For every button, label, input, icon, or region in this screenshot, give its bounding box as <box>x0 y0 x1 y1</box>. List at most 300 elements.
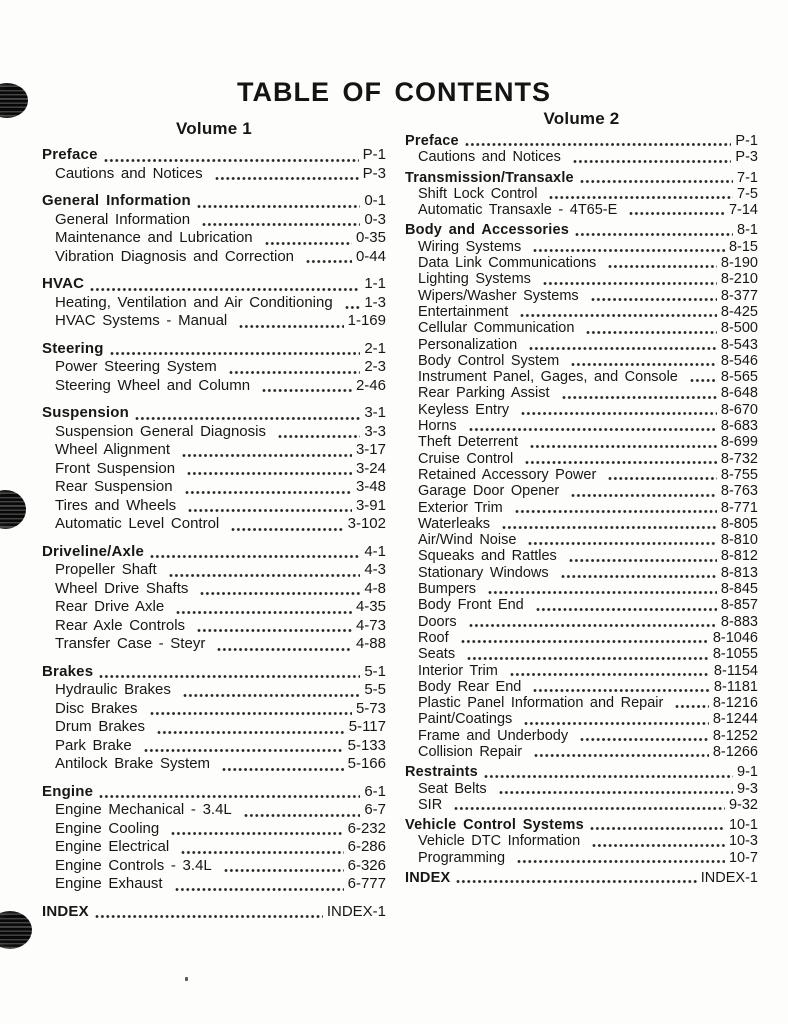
toc-entry-row <box>42 718 386 737</box>
entry-title: Plastic Panel Information and Repair <box>418 695 664 712</box>
toc-section <box>42 146 386 183</box>
dot-leader <box>222 767 344 772</box>
dot-leader <box>461 639 709 644</box>
entry-page-number: 2-3 <box>364 358 386 375</box>
entry-page-number: 8-1252 <box>712 727 758 744</box>
entry-title: Stationary Windows <box>418 564 549 581</box>
dot-leader <box>488 590 717 595</box>
toc-entry-row <box>42 358 386 377</box>
toc-entry-row <box>405 695 758 711</box>
toc-entry-row <box>405 418 758 434</box>
toc-entry-row <box>405 304 758 320</box>
entry-page-number: 7-5 <box>737 185 758 202</box>
entry-title: Interior Trim <box>418 662 498 679</box>
toc-section-heading-row <box>42 404 386 423</box>
entry-page-number: 3-1 <box>364 404 386 421</box>
entry-page-number: 8-210 <box>720 271 758 288</box>
toc-section-heading-row <box>405 222 758 238</box>
toc-entry-row <box>405 369 758 385</box>
toc-entry-row <box>42 635 386 654</box>
entry-title: Cautions and Notices <box>55 164 203 182</box>
dot-leader <box>202 222 360 227</box>
dot-leader <box>569 558 717 563</box>
entry-title: General Information <box>42 192 191 209</box>
toc-entry-row <box>42 497 386 516</box>
dot-leader <box>104 158 359 163</box>
entry-page-number: 8-813 <box>720 564 758 581</box>
dot-leader <box>525 460 717 465</box>
toc-entry-row <box>42 561 386 580</box>
toc-section <box>405 764 758 813</box>
dot-leader <box>182 453 352 458</box>
dot-leader <box>573 159 732 164</box>
entry-title: Steering <box>42 339 104 357</box>
volume-1-column <box>42 106 386 921</box>
volume-2-heading: Volume 2 <box>543 109 620 128</box>
volume-1-heading: Volume 1 <box>176 119 252 138</box>
entry-title: Front Suspension <box>55 459 176 477</box>
toc-entry-row <box>405 646 758 662</box>
volume-1-entries <box>42 146 386 921</box>
entry-title: Suspension <box>42 404 130 421</box>
dot-leader <box>171 831 343 836</box>
entry-title: Theft Deterrent <box>418 434 519 451</box>
entry-page-number: 6-286 <box>347 838 386 855</box>
entry-title: Shift Lock Control <box>418 185 538 202</box>
entry-page-number: 0-35 <box>355 229 386 246</box>
dot-leader <box>306 259 352 264</box>
entry-title: INDEX <box>42 902 89 920</box>
dot-leader <box>169 573 361 578</box>
entry-page-number: P-3 <box>362 164 386 182</box>
toc-entry-row <box>42 617 386 636</box>
entry-page-number: 8-732 <box>720 450 758 467</box>
dot-leader <box>592 843 725 848</box>
entry-page-number: 8-546 <box>720 352 758 369</box>
dot-leader <box>543 281 717 286</box>
entry-title: Data Link Communications <box>418 255 597 272</box>
dot-leader <box>99 674 360 679</box>
entry-title: Power Steering System <box>55 358 217 375</box>
toc-section <box>405 870 758 886</box>
toc-entry-row <box>42 229 386 248</box>
entry-page-number: 4-8 <box>364 579 386 597</box>
entry-page-number: 5-117 <box>348 718 386 735</box>
dot-leader <box>520 313 717 318</box>
toc-entry-row <box>405 434 758 450</box>
entry-title: Automatic Transaxle - 4T65-E <box>418 202 618 219</box>
dot-leader <box>188 508 352 513</box>
entry-title: HVAC <box>42 275 85 292</box>
entry-title: Propeller Shaft <box>55 561 157 578</box>
entry-page-number: 8-810 <box>720 532 758 549</box>
dot-leader <box>510 672 710 677</box>
entry-title: Vibration Diagnosis and Correction <box>55 247 295 265</box>
dot-leader <box>469 427 717 432</box>
toc-entry-row <box>42 248 386 267</box>
toc-section <box>42 275 386 331</box>
toc-entry-row <box>42 857 386 876</box>
entry-page-number: 3-91 <box>355 496 386 514</box>
dot-leader <box>95 914 323 919</box>
toc-entry-row <box>42 441 386 460</box>
entry-page-number: 4-1 <box>364 542 386 560</box>
entry-page-number: 4-73 <box>355 616 386 634</box>
dot-leader <box>534 753 709 758</box>
entry-page-number: 8-699 <box>720 434 758 451</box>
dot-leader <box>200 591 360 596</box>
entry-title: Preface <box>42 146 98 163</box>
entry-title: Engine Exhaust <box>55 875 163 892</box>
toc-section-heading-row <box>405 764 758 780</box>
entry-title: SIR <box>418 796 443 813</box>
entry-page-number: 4-3 <box>364 561 386 578</box>
entry-title: Cellular Communication <box>418 320 575 337</box>
toc-entry-row <box>405 451 758 467</box>
entry-page-number: 0-1 <box>364 192 386 209</box>
toc-entry-row <box>405 614 758 630</box>
toc-entry-row <box>405 565 758 581</box>
entry-title: Rear Drive Axle <box>55 598 165 615</box>
entry-title: Cautions and Notices <box>418 149 561 166</box>
entry-title: Rear Axle Controls <box>55 616 186 634</box>
toc-section-heading-row <box>405 817 758 833</box>
dot-leader <box>571 493 717 498</box>
entry-title: Body and Accessories <box>405 222 569 239</box>
entry-page-number: 8-1244 <box>712 711 758 728</box>
toc-section <box>405 170 758 219</box>
toc-entry-row <box>405 271 758 287</box>
dot-leader <box>575 232 733 237</box>
entry-title: Hydraulic Brakes <box>55 681 171 698</box>
dot-leader <box>99 794 360 799</box>
dot-leader <box>608 476 717 481</box>
entry-page-number: 0-3 <box>364 210 386 228</box>
entry-title: Restraints <box>405 764 478 781</box>
toc-section-heading-row <box>42 903 386 922</box>
entry-title: Disc Brakes <box>55 699 138 717</box>
entry-page-number: 8-1055 <box>712 646 758 663</box>
dot-leader <box>224 868 344 873</box>
entry-title: General Information <box>55 210 191 228</box>
entry-title: Horns <box>418 418 457 435</box>
toc-section-heading-row <box>42 340 386 359</box>
toc-entry-row <box>42 478 386 497</box>
entry-title: Collision Repair <box>418 743 523 760</box>
toc-entry-row <box>405 781 758 797</box>
entry-page-number: 9-1 <box>737 764 758 781</box>
dot-leader <box>590 826 725 831</box>
toc-section <box>42 663 386 774</box>
dot-leader <box>690 378 717 383</box>
entry-page-number: 8-755 <box>720 466 758 483</box>
dot-leader <box>580 737 709 742</box>
dot-leader <box>467 656 709 661</box>
dot-leader <box>231 527 343 532</box>
entry-title: Cruise Control <box>418 450 514 467</box>
dot-leader <box>244 813 361 818</box>
entry-title: Garage Door Opener <box>418 483 560 500</box>
toc-entry-row <box>405 833 758 849</box>
toc-entry-row <box>405 402 758 418</box>
dot-leader <box>229 370 361 375</box>
entry-page-number: 8-683 <box>720 418 758 435</box>
toc-entry-row <box>405 532 758 548</box>
entry-page-number: 9-32 <box>728 796 758 813</box>
entry-title: Roof <box>418 629 449 646</box>
entry-title: Maintenance and Lubrication <box>55 229 253 246</box>
entry-page-number: 8-812 <box>720 548 758 565</box>
dot-leader <box>454 806 725 811</box>
dot-leader <box>515 509 717 514</box>
toc-entry-row <box>405 663 758 679</box>
entry-page-number: 8-1266 <box>712 743 758 760</box>
dot-leader <box>197 628 352 633</box>
dot-leader <box>561 574 717 579</box>
toc-entry-row <box>405 149 758 165</box>
dot-leader <box>469 623 717 628</box>
dot-leader <box>278 434 360 439</box>
entry-page-number: 8-565 <box>720 369 758 386</box>
entry-title: Drum Brakes <box>55 718 146 735</box>
toc-entry-row <box>405 516 758 532</box>
entry-title: Instrument Panel, Gages, and Console <box>418 369 678 386</box>
toc-entry-row <box>405 850 758 866</box>
dot-leader <box>499 790 733 795</box>
entry-page-number: P-1 <box>735 133 758 149</box>
entry-page-number: P-1 <box>362 146 386 163</box>
entry-page-number: 7-1 <box>737 169 758 186</box>
dot-leader <box>150 711 352 716</box>
entry-page-number: 8-1046 <box>712 629 758 646</box>
dot-leader <box>529 346 717 351</box>
dot-leader <box>176 610 352 615</box>
entry-title: Programming <box>418 849 506 866</box>
entry-title: Preface <box>405 133 459 149</box>
entry-page-number: 5-133 <box>347 736 386 754</box>
entry-page-number: 4-35 <box>355 598 386 615</box>
toc-section-heading-row <box>42 663 386 682</box>
toc-entry-row <box>405 186 758 202</box>
entry-title: INDEX <box>405 870 451 887</box>
entry-page-number: INDEX-1 <box>700 870 758 887</box>
dot-leader <box>197 204 360 209</box>
entry-title: HVAC Systems - Manual <box>55 312 228 329</box>
entry-title: Suspension General Diagnosis <box>55 422 266 440</box>
entry-page-number: 8-763 <box>720 483 758 500</box>
entry-page-number: 6-326 <box>347 856 386 874</box>
entry-title: Frame and Underbody <box>418 727 569 744</box>
toc-section <box>405 133 758 166</box>
entry-title: Heating, Ventilation and Air Conditioning <box>55 293 333 311</box>
entry-title: Wheel Alignment <box>55 441 171 458</box>
entry-page-number: 3-17 <box>355 441 386 458</box>
toc-entry-row <box>42 755 386 774</box>
entry-title: Engine Mechanical - 3.4L <box>55 801 232 818</box>
entry-title: Waterleaks <box>418 515 490 532</box>
toc-columns <box>0 106 788 921</box>
toc-section-heading-row <box>405 870 758 886</box>
dot-leader <box>262 388 352 393</box>
toc-section <box>42 404 386 534</box>
entry-title: Doors <box>418 613 457 630</box>
entry-title: Wheel Drive Shafts <box>55 579 189 597</box>
dot-leader <box>175 887 344 892</box>
entry-page-number: 8-543 <box>720 336 758 353</box>
dot-leader <box>215 176 359 181</box>
entry-page-number: 6-1 <box>364 782 386 800</box>
dot-leader <box>265 241 352 246</box>
toc-entry-row <box>405 711 758 727</box>
entry-title: Paint/Coatings <box>418 711 513 728</box>
entry-page-number: 8-15 <box>728 238 758 255</box>
toc-entry-row <box>42 211 386 230</box>
entry-title: Entertainment <box>418 303 509 320</box>
toc-section <box>42 783 386 894</box>
toc-section-heading-row <box>405 170 758 186</box>
entry-page-number: 10-3 <box>728 833 758 850</box>
entry-page-number: 3-102 <box>347 515 386 532</box>
entry-page-number: 8-648 <box>720 385 758 402</box>
entry-title: Steering Wheel and Column <box>55 376 251 394</box>
dot-leader <box>528 541 717 546</box>
toc-entry-row <box>42 737 386 756</box>
page-title: TABLE OF CONTENTS <box>237 77 551 107</box>
toc-entry-row <box>405 744 758 760</box>
entry-title: Air/Wind Noise <box>418 532 517 549</box>
entry-title: Exterior Trim <box>418 499 503 516</box>
dot-leader <box>591 297 717 302</box>
dot-leader <box>150 554 360 559</box>
entry-page-number: 4-88 <box>355 635 386 652</box>
entry-page-number: INDEX-1 <box>326 902 386 920</box>
toc-entry-row <box>42 801 386 820</box>
entry-page-number: 2-1 <box>364 339 386 357</box>
toc-section-heading-row <box>405 133 758 149</box>
entry-page-number: 8-805 <box>720 515 758 532</box>
toc-entry-row <box>405 337 758 353</box>
entry-page-number: 8-1181 <box>713 678 758 695</box>
entry-page-number: 8-425 <box>720 303 758 320</box>
toc-entry-row <box>405 679 758 695</box>
toc-entry-row <box>42 165 386 184</box>
entry-page-number: 5-5 <box>364 681 386 698</box>
entry-page-number: P-3 <box>735 149 758 166</box>
dot-leader <box>144 748 344 753</box>
dot-leader <box>562 395 717 400</box>
entry-title: Body Front End <box>418 597 524 614</box>
entry-title: Engine <box>42 782 94 800</box>
entry-title: Seats <box>418 646 456 663</box>
toc-section <box>405 222 758 760</box>
volume-2-column <box>405 106 758 886</box>
entry-page-number: 8-771 <box>720 499 758 516</box>
entry-title: Transmission/Transaxle <box>405 169 574 186</box>
entry-page-number: 1-1 <box>364 275 386 292</box>
entry-page-number: 8-190 <box>720 255 758 272</box>
entry-title: Antilock Brake System <box>55 755 211 772</box>
entry-page-number: 7-14 <box>728 202 758 219</box>
volume-2-entries <box>405 133 758 886</box>
entry-title: Keyless Entry <box>418 401 510 418</box>
entry-title: Driveline/Axle <box>42 542 145 560</box>
toc-entry-row <box>42 820 386 839</box>
entry-page-number: 5-73 <box>355 699 386 717</box>
entry-page-number: 3-48 <box>355 478 386 495</box>
entry-title: Lighting Systems <box>418 271 531 288</box>
toc-entry-row <box>405 581 758 597</box>
dot-leader <box>502 525 717 530</box>
entry-page-number: 8-1154 <box>713 662 758 679</box>
entry-page-number: 8-670 <box>720 401 758 418</box>
entry-title: Tires and Wheels <box>55 496 177 514</box>
toc-entry-row <box>42 875 386 894</box>
entry-page-number: 3-24 <box>355 459 386 477</box>
entry-page-number: 8-1 <box>737 222 758 239</box>
entry-title: Engine Electrical <box>55 838 170 855</box>
dot-leader <box>586 330 716 335</box>
dot-leader <box>533 688 710 693</box>
entry-page-number: 8-1216 <box>712 695 758 712</box>
entry-title: Personalization <box>418 336 518 353</box>
dot-leader <box>629 211 725 216</box>
entry-title: Park Brake <box>55 736 132 754</box>
entry-title: Retained Accessory Power <box>418 466 597 483</box>
entry-title: Bumpers <box>418 581 477 598</box>
toc-entry-row <box>405 239 758 255</box>
dot-leader <box>521 411 717 416</box>
toc-entry-row <box>42 294 386 313</box>
dot-leader <box>181 850 343 855</box>
toc-entry-row <box>405 728 758 744</box>
entry-title: Brakes <box>42 662 94 680</box>
dot-leader <box>580 179 733 184</box>
entry-page-number: 10-7 <box>728 849 758 866</box>
toc-entry-row <box>405 597 758 613</box>
entry-title: Squeaks and Rattles <box>418 548 557 565</box>
entry-title: Engine Controls - 3.4L <box>55 856 212 874</box>
entry-page-number: 6-777 <box>347 875 386 892</box>
toc-section-heading-row <box>42 543 386 562</box>
entry-page-number: 8-500 <box>720 320 758 337</box>
entry-title: Wipers/Washer Systems <box>418 287 579 304</box>
entry-title: Wiring Systems <box>418 238 522 255</box>
dot-leader <box>517 859 725 864</box>
entry-page-number: 6-232 <box>347 819 386 837</box>
dot-leader <box>90 287 360 292</box>
scan-speck-artifact <box>185 977 188 981</box>
entry-page-number: 8-377 <box>720 287 758 304</box>
dot-leader <box>608 264 717 269</box>
toc-section-heading-row <box>42 275 386 294</box>
toc-entry-row <box>42 312 386 331</box>
dot-leader <box>571 362 717 367</box>
entry-title: Engine Cooling <box>55 819 160 837</box>
toc-section <box>42 543 386 654</box>
entry-title: Seat Belts <box>418 780 487 797</box>
toc-entry-row <box>42 377 386 396</box>
toc-entry-row <box>405 255 758 271</box>
toc-section <box>405 817 758 866</box>
entry-title: Rear Suspension <box>55 478 173 495</box>
dot-leader <box>217 647 352 652</box>
entry-page-number: 10-1 <box>728 817 758 834</box>
entry-page-number: 5-166 <box>347 755 386 772</box>
entry-page-number: 8-857 <box>720 597 758 614</box>
toc-entry-row <box>42 460 386 479</box>
entry-page-number: 2-46 <box>355 376 386 394</box>
entry-page-number: 8-883 <box>720 613 758 630</box>
